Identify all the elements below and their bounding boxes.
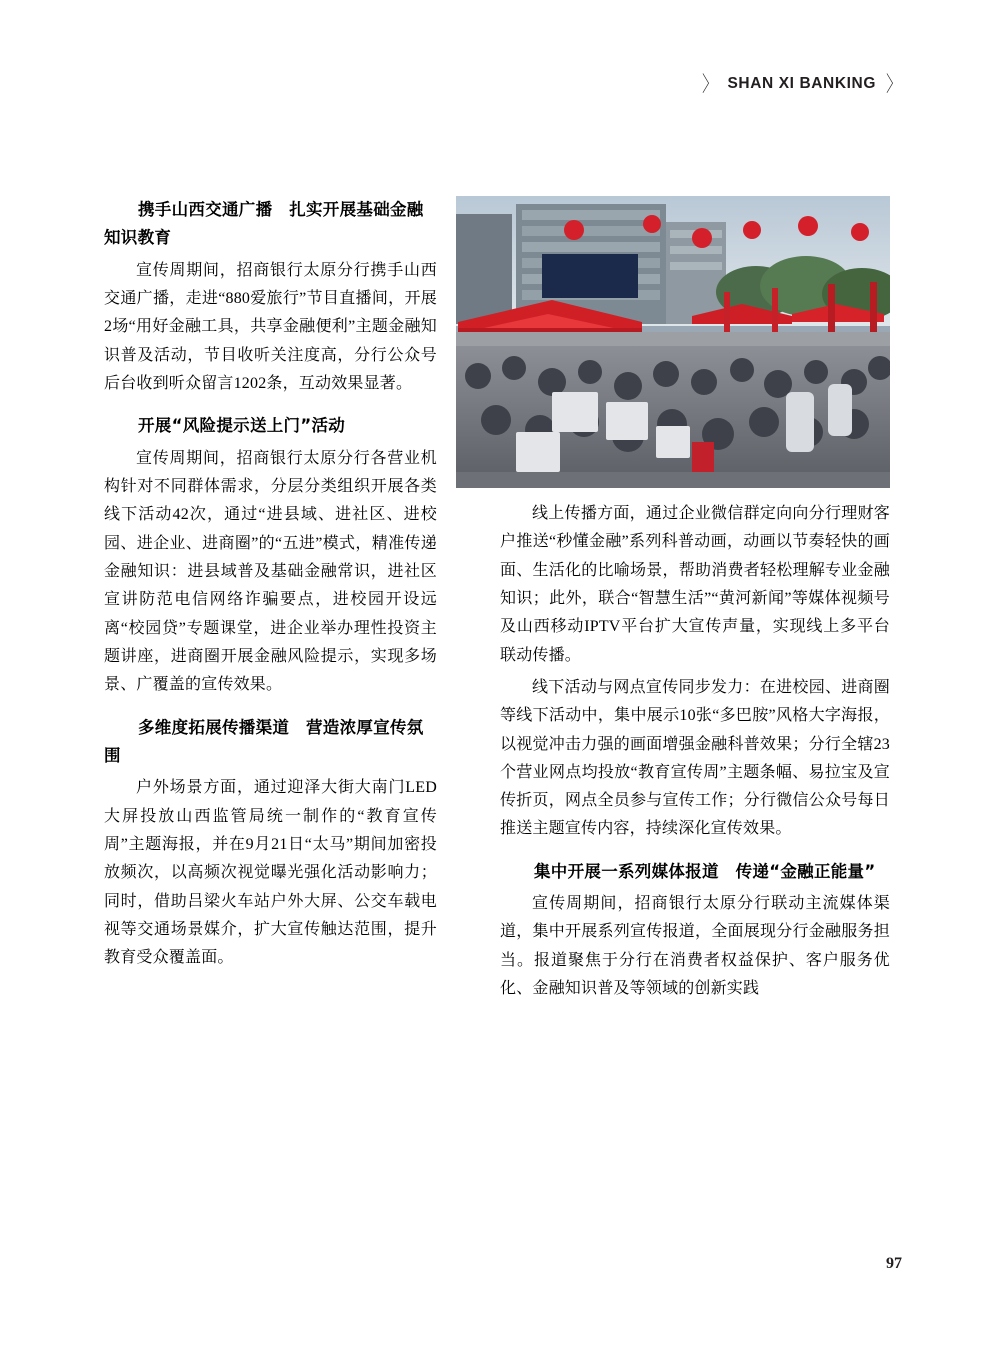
- section-heading: 多维度拓展传播渠道 营造浓厚宣传氛围: [104, 717, 424, 765]
- left-column: [104, 196, 437, 976]
- article-section: [500, 500, 890, 844]
- section-heading: 携手山西交通广播 扎实开展基础金融知识教育: [104, 200, 424, 248]
- body-paragraph: 线下活动与网点宣传同步发力：在进校园、进商圈等线下活动中，集中展示10张“多巴胺”风格大字海报，以视觉冲击力强的画面增强金融科普效果；分行全辖23个营业网点均投放“教育宣传周”主题条幅、易拉宝及宣传折页，网点全员参与宣传工作；分行微信公众号每日推送主题宣传内容，持续深化宣传效果。: [500, 678, 890, 838]
- header-left-bracket-icon: 〉: [702, 72, 718, 96]
- header-right-bracket-icon: 〉: [886, 72, 901, 96]
- article-section: [500, 858, 890, 1004]
- body-paragraph: 宣传周期间，招商银行太原分行携手山西交通广播，走进“880爱旅行”节目直播间，开展2场“用好金融工具，共享金融便利”主题金融知识普及活动，节目收听关注度高，分行公众号后台收到听众留言1202条，互动效果显著。: [104, 261, 437, 392]
- header-title: SHAN XI BANKING: [727, 75, 876, 92]
- right-column: [500, 500, 890, 1007]
- body-paragraph: 线上传播方面，通过企业微信群定向向分行理财客户推送“秒懂金融”系列科普动画，动画以节奏轻快的画面、生活化的比喻场景，帮助消费者轻松理解专业金融知识；此外，联合“智慧生活”“黄河新闻”等媒体视频号及山西移动IPTV平台扩大宣传声量，实现线上多平台联动传播。: [500, 505, 890, 664]
- section-heading: 集中开展一系列媒体报道 传递“金融正能量”: [534, 861, 876, 881]
- article-section: [104, 412, 437, 699]
- body-paragraph: 户外场景方面，通过迎泽大街大南门LED大屏投放山西监管局统一制作的“教育宣传周”主题海报，并在9月21日“太马”期间加密投放频次，以高频次视觉曝光强化活动影响力；同时，借助吕梁火车站户外大屏、公交车载电视等交通场景媒介，扩大宣传触达范围，提升教育受众覆盖面。: [104, 779, 437, 967]
- page-header: [699, 72, 904, 96]
- event-photo: [456, 196, 890, 488]
- body-paragraph: 宣传周期间，招商银行太原分行联动主流媒体渠道，集中开展系列宣传报道，全面展现分行金融服务担当。报道聚焦于分行在消费者权益保护、客户服务优化、金融知识普及等领域的创新实践: [500, 895, 890, 998]
- page-number: 97: [886, 1255, 902, 1272]
- section-heading: 开展“风险提示送上门”活动: [138, 416, 346, 436]
- body-paragraph: 宣传周期间，招商银行太原分行各营业机构针对不同群体需求，分层分类组织开展各类线下活动42次，通过“进县域、进社区、进校园、进企业、进商圈”的“五进”模式，精准传递金融知识：进县域普及基础金融常识，进社区宣讲防范电信网络诈骗要点，进校园开设远离“校园贷”专题课堂，进企业举办理性投资主题讲座，进商圈开展金融风险提示，实现多场景、广覆盖的宣传效果。: [104, 449, 437, 694]
- article-section: [104, 196, 437, 398]
- article-section: [104, 714, 437, 973]
